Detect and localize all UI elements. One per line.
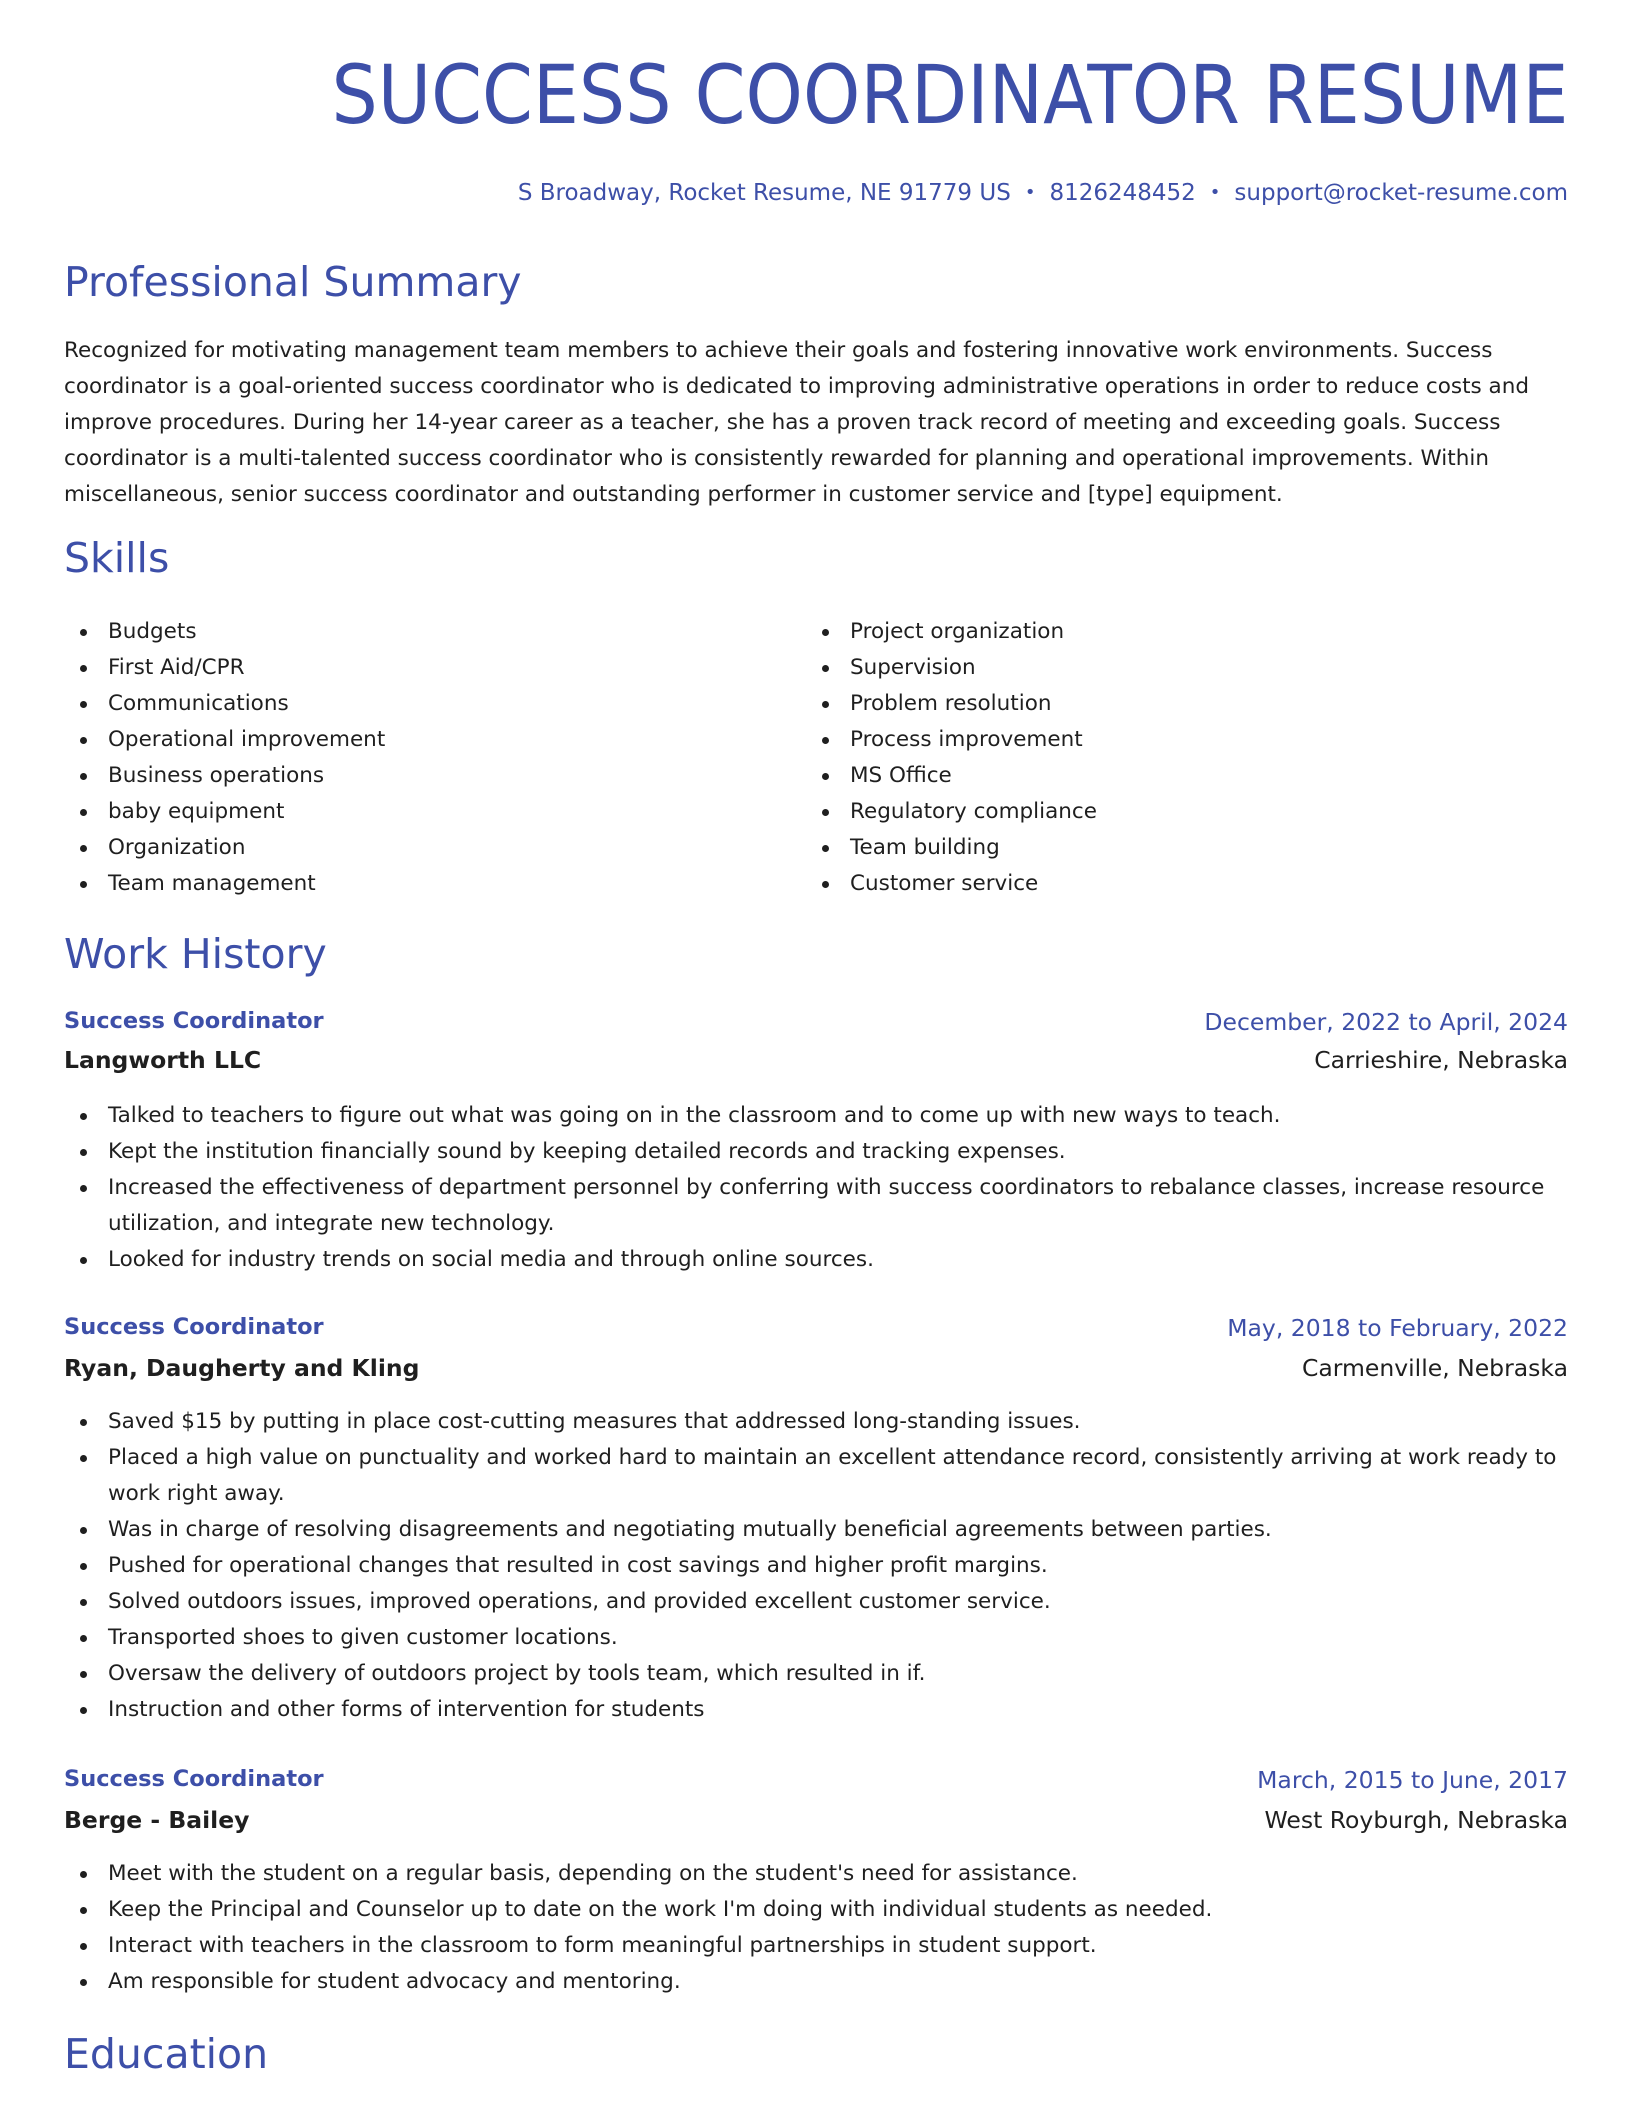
job-duty: Keep the Principal and Counselor up to date on the work I'm doing with individual students as needed. [64, 1892, 1568, 1928]
skill-item: Organization [64, 830, 385, 866]
job-duties-list [64, 1098, 1568, 1278]
skill-item: Supervision [806, 650, 1097, 686]
skill-item: MS Office [806, 758, 1097, 794]
skill-item: First Aid/CPR [64, 650, 385, 686]
skill-item: Business operations [64, 758, 385, 794]
skill-item: baby equipment [64, 794, 385, 830]
job-duty: Saved $15 by putting in place cost-cutting measures that addressed long-standing issues. [64, 1404, 1568, 1440]
job-duty: Instruction and other forms of intervention for students [64, 1692, 1568, 1728]
skill-item: Customer service [806, 866, 1097, 902]
resume-title: SUCCESS COORDINATOR RESUME [331, 49, 1568, 143]
job-duty: Oversaw the delivery of outdoors project by tools team, which resulted in if. [64, 1656, 1568, 1692]
job-dates: May, 2018 to February, 2022 [1227, 1314, 1568, 1342]
job-duty: Talked to teachers to figure out what was going on in the classroom and to come up with new ways to teach. [64, 1098, 1568, 1134]
job-location: Carmenville, Nebraska [1301, 1354, 1568, 1382]
job-dates: March, 2015 to June, 2017 [1257, 1766, 1568, 1794]
summary-text: Recognized for motivating management team members to achieve their goals and fostering innovative work environments. Success coordinator is a goal-oriented success coordinator who is dedicated to improving administrative operations in order to reduce costs and improve procedures. During her 14-year career as a teacher, she has a proven track record of meeting and exceeding goals. Success coordinator is a multi-talented success coordinator who is consistently rewarded for planning and operational improvements. Within miscellaneous, senior success coordinator and outstanding performer in customer service and [type] equipment. [64, 338, 1530, 507]
job-duty: Transported shoes to given customer locations. [64, 1620, 1568, 1656]
job-title: Success Coordinator [64, 1314, 324, 1340]
skill-item: Problem resolution [806, 686, 1097, 722]
contact-email[interactable]: support@rocket-resume.com [1234, 180, 1568, 206]
contact-separator: • [1024, 182, 1036, 203]
skill-item: Regulatory compliance [806, 794, 1097, 830]
contact-line [518, 180, 1568, 206]
job-duty: Increased the effectiveness of department personnel by conferring with success coordinators to rebalance classes, increase resource utilization, and integrate new technology. [64, 1170, 1568, 1242]
contact-address: S Broadway, Rocket Resume, NE 91779 US [517, 180, 1011, 206]
job-duty: Interact with teachers in the classroom to form meaningful partnerships in student support. [64, 1928, 1568, 1964]
job-duty: Solved outdoors issues, improved operations, and provided excellent customer service. [64, 1584, 1568, 1620]
job-duties-list [64, 1404, 1568, 1728]
job-duty: Am responsible for student advocacy and mentoring. [64, 1964, 1568, 2000]
skills-list-left [64, 614, 385, 902]
job-company: Berge - Bailey [64, 1806, 250, 1834]
job-duty: Kept the institution financially sound by keeping detailed records and tracking expenses. [64, 1134, 1568, 1170]
job-duty: Looked for industry trends on social media and through online sources. [64, 1242, 1568, 1278]
job-duty: Was in charge of resolving disagreements and negotiating mutually beneficial agreements between parties. [64, 1512, 1568, 1548]
job-company: Langworth LLC [64, 1046, 262, 1074]
education-heading: Education [64, 2030, 269, 2078]
summary-heading: Professional Summary [64, 258, 522, 306]
work-history-heading: Work History [64, 930, 327, 978]
skill-item: Process improvement [806, 722, 1097, 758]
job-duty: Meet with the student on a regular basis, depending on the student's need for assistance. [64, 1856, 1568, 1892]
job-duty: Placed a high value on punctuality and worked hard to maintain an excellent attendance record, consistently arriving at work ready to work right away. [64, 1440, 1568, 1512]
job-dates: December, 2022 to April, 2024 [1204, 1008, 1568, 1036]
skill-item: Team building [806, 830, 1097, 866]
job-duties-list [64, 1856, 1568, 2000]
skill-item: Communications [64, 686, 385, 722]
job-title: Success Coordinator [64, 1008, 324, 1034]
job-duty: Pushed for operational changes that resulted in cost savings and higher profit margins. [64, 1548, 1568, 1584]
contact-separator: • [1209, 182, 1221, 203]
skills-list-right [806, 614, 1097, 902]
skill-item: Project organization [806, 614, 1097, 650]
job-company: Ryan, Daugherty and Kling [64, 1354, 420, 1382]
contact-phone: 8126248452 [1049, 180, 1196, 206]
job-title: Success Coordinator [64, 1766, 324, 1792]
job-location: Carrieshire, Nebraska [1314, 1046, 1568, 1074]
skills-heading: Skills [64, 534, 170, 582]
skill-item: Operational improvement [64, 722, 385, 758]
job-location: West Royburgh, Nebraska [1264, 1806, 1568, 1834]
skill-item: Team management [64, 866, 385, 902]
skill-item: Budgets [64, 614, 385, 650]
